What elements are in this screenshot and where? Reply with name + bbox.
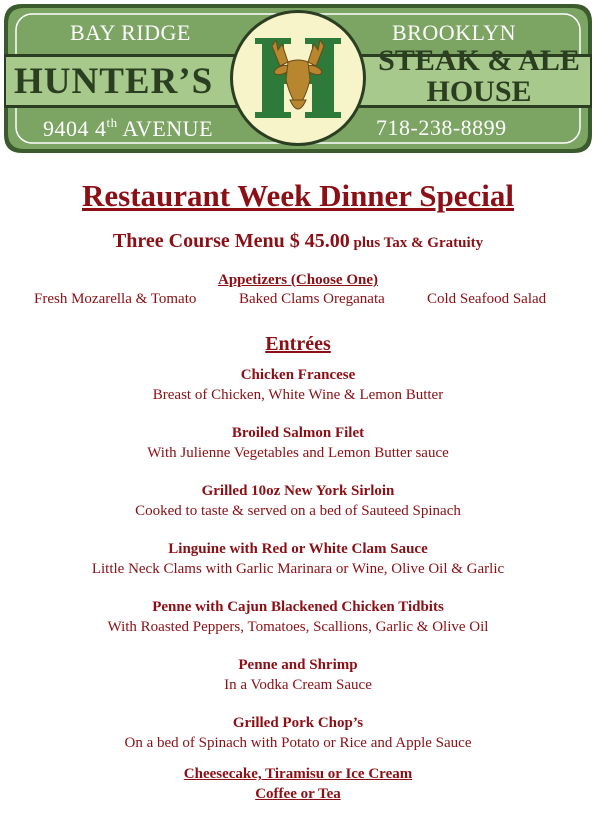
entree-description: In a Vodka Cream Sauce xyxy=(224,677,372,693)
entree-description: On a bed of Spinach with Potato or Rice and Apple Sauce xyxy=(124,735,472,751)
entree-item xyxy=(0,655,596,695)
borough-label: BROOKLYN xyxy=(392,20,517,45)
appetizer-item: Baked Clams Oreganata xyxy=(239,291,385,307)
entrees-heading: Entrées xyxy=(265,333,331,355)
entree-description: Breast of Chicken, White Wine & Lemon Butter xyxy=(152,387,444,403)
restaurant-banner xyxy=(0,0,596,157)
price-line xyxy=(0,230,596,253)
entree-name: Penne and Shrimp xyxy=(238,657,358,673)
restaurant-name: HUNTER’S xyxy=(14,61,214,102)
neighborhood-label: BAY RIDGE xyxy=(70,20,191,45)
entree-item xyxy=(0,481,596,521)
appetizers-heading: Appetizers (Choose One) xyxy=(218,272,378,288)
entree-item xyxy=(0,597,596,637)
concept-line-1: STEAK & ALE xyxy=(378,44,580,77)
price-note: plus Tax & Gratuity xyxy=(349,235,484,251)
address-number: 9404 4 xyxy=(43,116,107,141)
entree-name: Chicken Francese xyxy=(240,367,356,383)
address xyxy=(43,115,213,142)
concept-line-2: HOUSE xyxy=(426,75,532,108)
entree-name: Broiled Salmon Filet xyxy=(231,425,365,441)
entree-name: Penne with Cajun Blackened Chicken Tidbits xyxy=(152,599,444,615)
dessert-choices: Cheesecake, Tiramisu or Ice Cream xyxy=(183,766,413,782)
entree-description: Little Neck Clams with Garlic Marinara or Wine, Olive Oil & Garlic xyxy=(91,561,505,577)
address-suffix: th xyxy=(106,115,118,130)
restaurant-concept xyxy=(368,45,590,107)
entree-description: Cooked to taste & served on a bed of Sauteed Spinach xyxy=(135,503,461,519)
entree-name: Grilled 10oz New York Sirloin xyxy=(201,483,395,499)
entree-name: Linguine with Red or White Clam Sauce xyxy=(168,541,428,557)
beverage-choices: Coffee or Tea xyxy=(255,786,341,802)
entree-item xyxy=(0,365,596,405)
menu-title: Restaurant Week Dinner Special xyxy=(81,178,514,213)
entree-description: With Julienne Vegetables and Lemon Butter sauce xyxy=(147,445,449,461)
entree-name: Grilled Pork Chop’s xyxy=(232,715,364,731)
phone-number: 718-238-8899 xyxy=(376,115,507,140)
appetizer-item: Fresh Mozarella & Tomato xyxy=(34,291,197,307)
price-main: Three Course Menu $ 45.00 xyxy=(112,230,350,252)
entree-item xyxy=(0,423,596,463)
entree-item xyxy=(0,539,596,579)
entree-description: With Roasted Peppers, Tomatoes, Scallions, Garlic & Olive Oil xyxy=(107,619,489,635)
appetizer-item: Cold Seafood Salad xyxy=(427,291,547,307)
entree-item xyxy=(0,713,596,753)
address-street: AVENUE xyxy=(117,116,214,141)
